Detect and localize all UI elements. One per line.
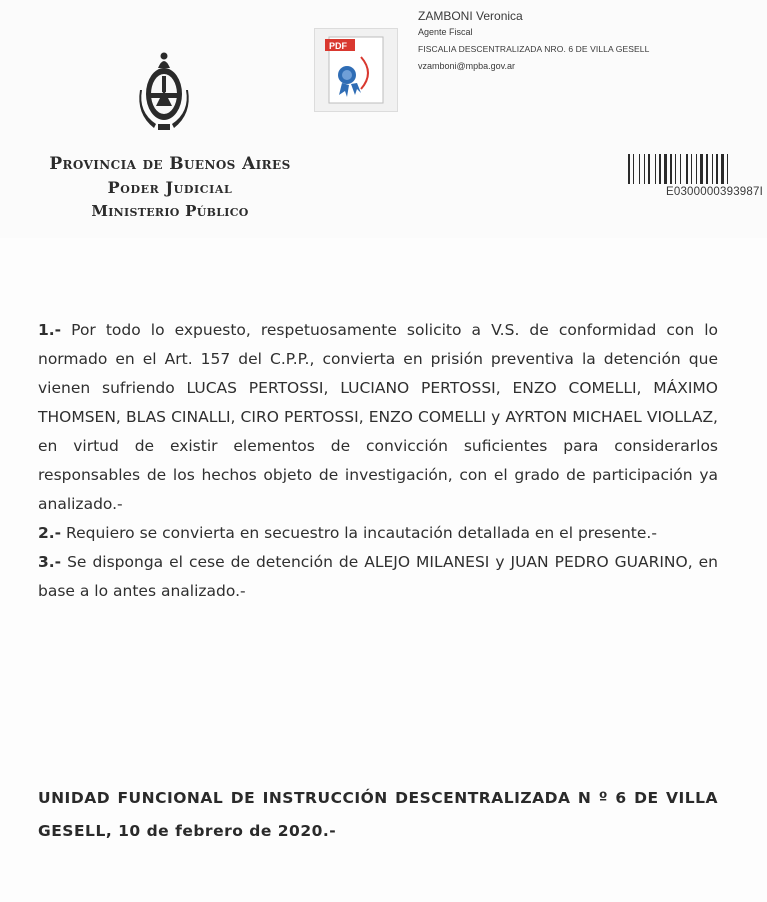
- item-text: Requiero se convierta en secuestro la incautación detallada en el presente.-: [61, 524, 657, 542]
- item-text: Por todo lo expuesto, respetuosamente solicito a V.S. de conformidad con lo normado en el Art. 157 del C.P.P., convierta en prisión preventiva la detención que vienen sufriendo LUCAS PERTOSSI, LUCIANO PERTOSSI, ENZO COMELLI, MÁXIMO THOMSEN, BLAS CINALLI, CIRO PERTOSSI, ENZO COMELLI y AYRTON MICHAEL VIOLLAZ, en virtud de existir elementos de convicción suficientes para considerarlos responsables de los hechos objeto de investigación, con el grado de participación ya analizado.-: [38, 321, 718, 513]
- request-item-1: [38, 316, 718, 519]
- coat-of-arms-icon: [136, 50, 192, 134]
- request-item-3: [38, 548, 718, 606]
- signer-role: Agente Fiscal: [418, 27, 473, 37]
- institution-judiciary: Poder Judicial: [107, 178, 233, 197]
- institution-ministry: Ministerio Público: [91, 202, 249, 220]
- signer-office: FISCALIA DESCENTRALIZADA NRO. 6 DE VILLA GESELL: [418, 44, 650, 54]
- institution-province: Provincia de Buenos Aires: [49, 154, 291, 174]
- request-item-2: [38, 519, 718, 548]
- item-number: 1.-: [38, 321, 62, 339]
- institution-block: [20, 152, 320, 222]
- signer-info: [418, 8, 763, 74]
- pdf-label: PDF: [329, 41, 347, 51]
- item-number: 2.-: [38, 524, 62, 542]
- document-body: [38, 316, 718, 606]
- item-number: 3.-: [38, 553, 62, 571]
- pdf-signature-icon: [314, 28, 398, 112]
- closing-signature-line: UNIDAD FUNCIONAL DE INSTRUCCIÓN DESCENTRALIZADA N º 6 DE VILLA GESELL, 10 de febrero de 2020.-: [38, 789, 718, 840]
- signer-email: vzamboni@mpba.gov.ar: [418, 61, 516, 71]
- barcode-icon: [628, 154, 760, 184]
- signer-name: ZAMBONI Veronica: [418, 9, 523, 23]
- barcode-number: E0300000393987I: [665, 186, 763, 198]
- item-text: Se disponga el cese de detención de ALEJO MILANESI y JUAN PEDRO GUARINO, en base a lo antes analizado.-: [38, 553, 718, 600]
